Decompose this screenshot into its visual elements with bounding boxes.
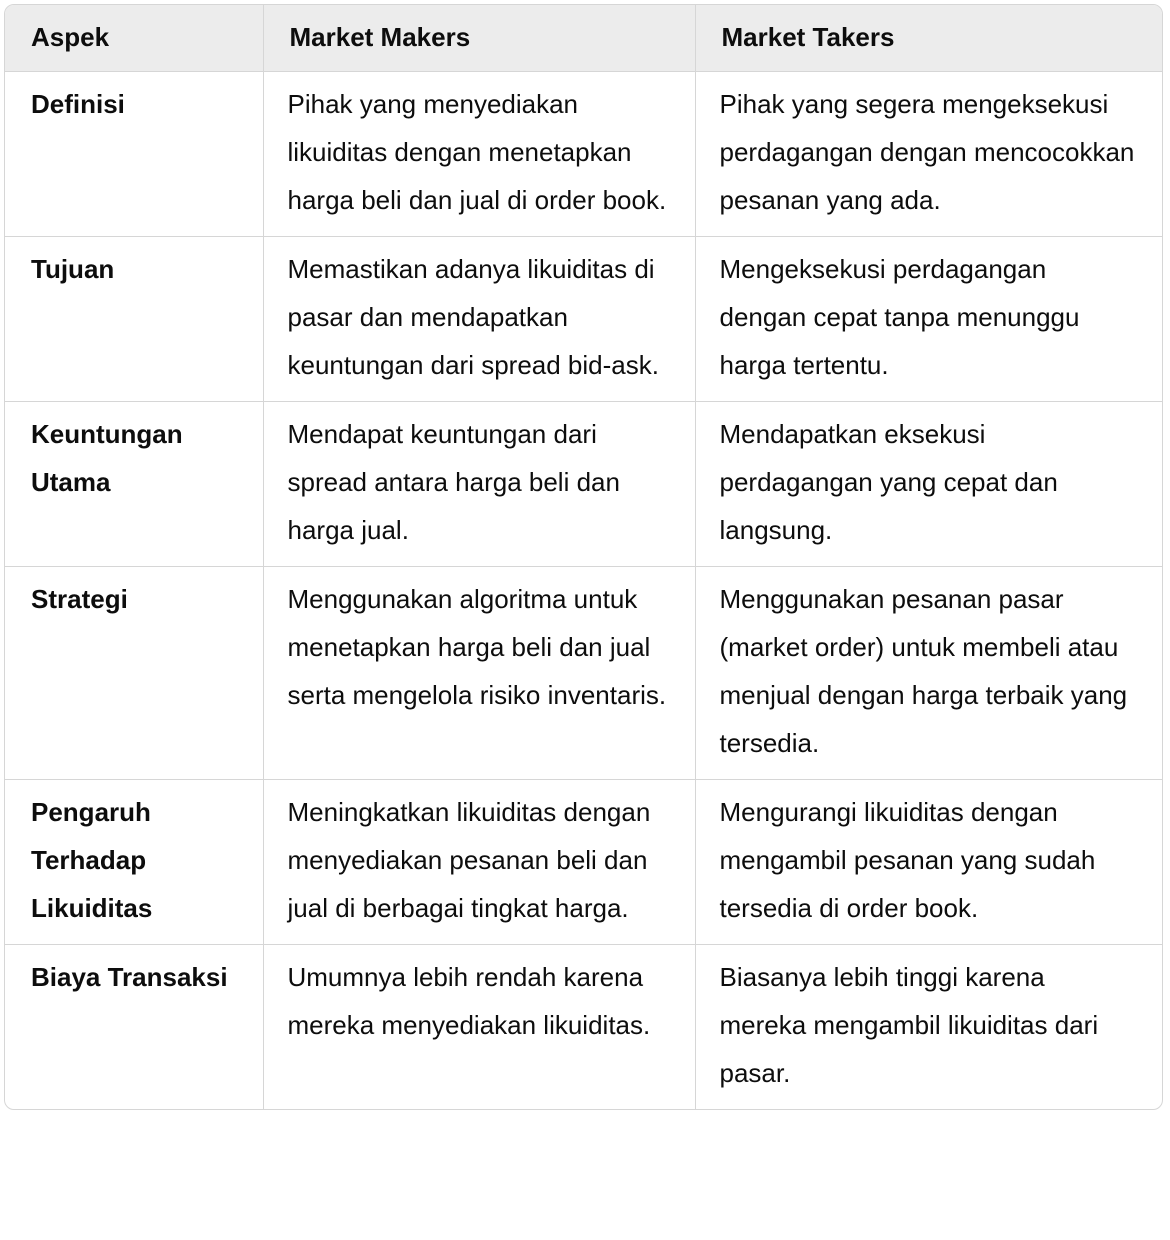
row-takers: Pihak yang segera mengeksekusi perdagangan dengan mencocokkan pesanan yang ada.	[695, 71, 1162, 236]
table-row	[5, 566, 1162, 779]
header-market-takers: Market Takers	[695, 5, 1162, 71]
row-takers: Menggunakan pesanan pasar (market order) untuk membeli atau menjual dengan harga terbaik yang tersedia.	[695, 566, 1162, 779]
row-takers: Biasanya lebih tinggi karena mereka mengambil likuiditas dari pasar.	[719, 961, 1099, 1088]
row-takers: Mengurangi likuiditas dengan mengambil pesanan yang sudah tersedia di order book.	[695, 779, 1162, 944]
row-aspect: Biaya Transaksi	[5, 944, 263, 1109]
table-header	[5, 5, 1162, 71]
header-aspek: Aspek	[5, 5, 263, 71]
table	[5, 5, 1162, 1109]
row-makers: Mendapat keuntungan dari spread antara harga beli dan harga jual.	[263, 401, 695, 566]
table-row	[5, 944, 1162, 1109]
table-row	[5, 71, 1162, 236]
table-row	[5, 401, 1162, 566]
row-aspect: Definisi	[5, 71, 263, 236]
row-aspect: Tujuan	[5, 236, 263, 401]
table-body	[5, 71, 1162, 1109]
row-makers: Pihak yang menyediakan likuiditas dengan menetapkan harga beli dan jual di order book.	[263, 71, 695, 236]
row-aspect: Keuntungan Utama	[5, 401, 263, 566]
comparison-table	[4, 4, 1163, 1110]
header-market-makers: Market Makers	[263, 5, 695, 71]
row-makers: Menggunakan algoritma untuk menetapkan harga beli dan jual serta mengelola risiko inventaris.	[263, 566, 695, 779]
table-row	[5, 236, 1162, 401]
row-aspect: Pengaruh Terhadap Likuiditas	[5, 779, 263, 944]
table-row	[5, 779, 1162, 944]
row-aspect: Strategi	[5, 566, 263, 779]
row-takers: Mendapatkan eksekusi perdagangan yang cepat dan langsung.	[695, 401, 1162, 566]
row-takers: Mengeksekusi perdagangan dengan cepat tanpa menunggu harga tertentu.	[695, 236, 1162, 401]
header-row	[5, 5, 1162, 71]
row-makers: Meningkatkan likuiditas dengan menyediakan pesanan beli dan jual di berbagai tingkat harga.	[263, 779, 695, 944]
row-makers: Umumnya lebih rendah karena mereka menyediakan likuiditas.	[263, 944, 695, 1109]
row-makers: Memastikan adanya likuiditas di pasar dan mendapatkan keuntungan dari spread bid-ask.	[263, 236, 695, 401]
